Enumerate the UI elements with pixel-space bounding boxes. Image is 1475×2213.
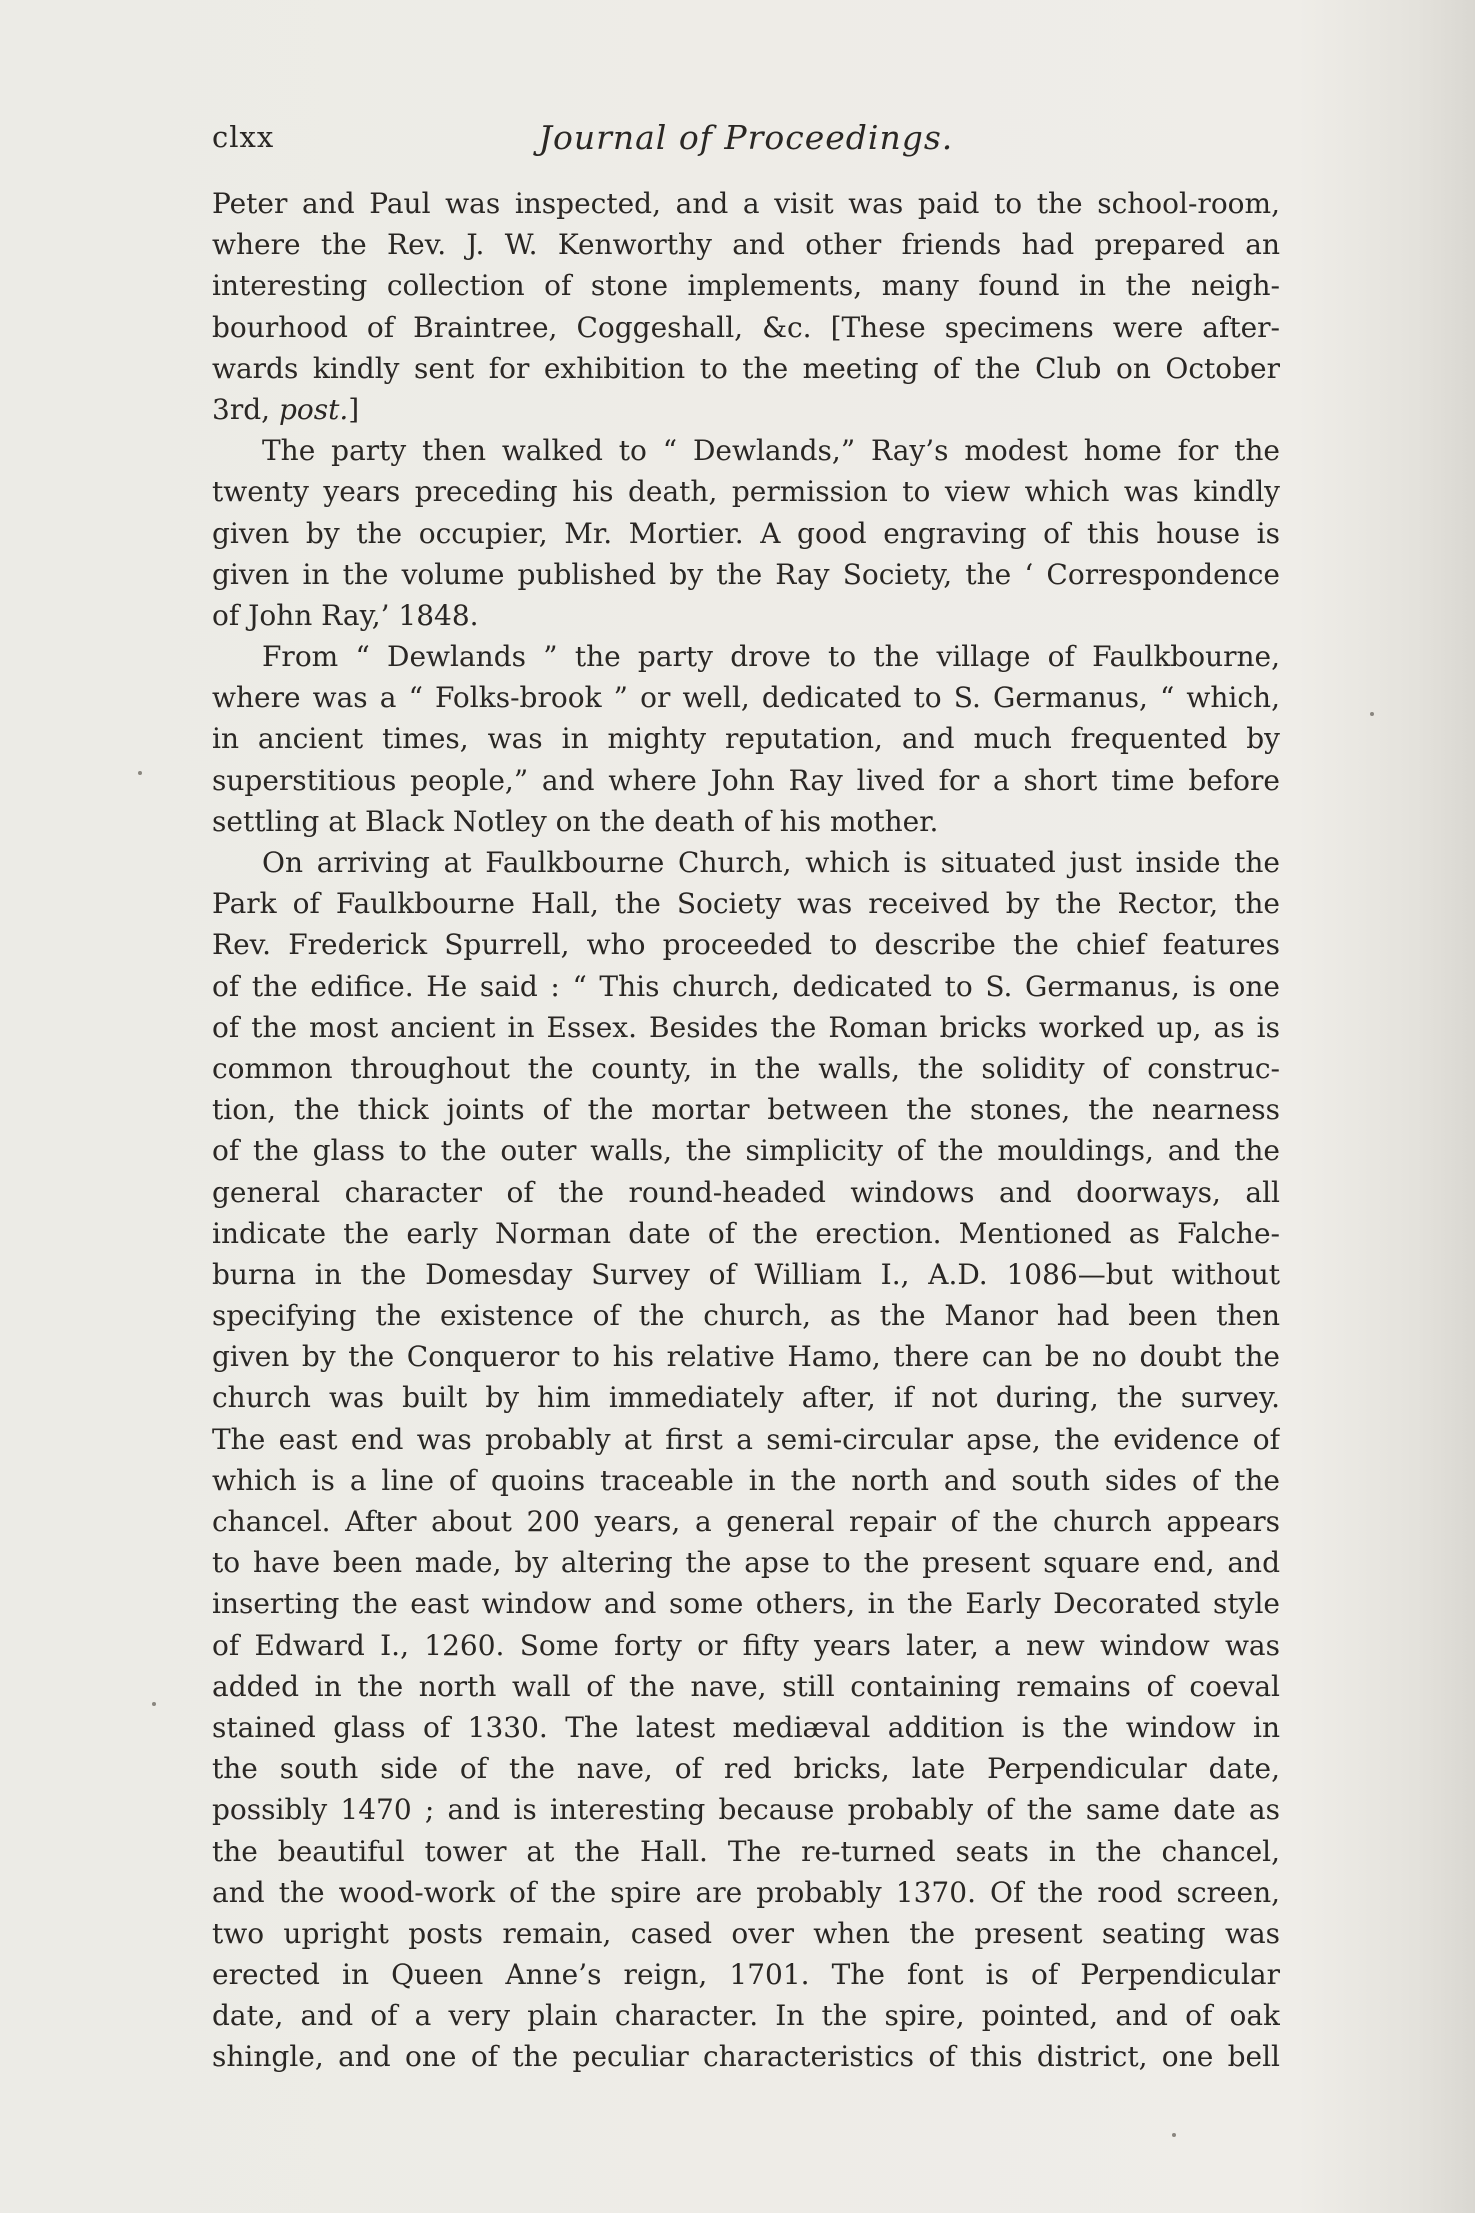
text-line: Peter and Paul was inspected, and a visit was paid to the school-room, [212, 187, 1280, 220]
text-line: erected in Queen Anne’s reign, 1701. The font is of Perpendicular [212, 1958, 1280, 1992]
text-line: to have been made, by altering the apse to the present square end, and [212, 1546, 1280, 1580]
running-title: Journal of Proceedings. [538, 118, 954, 157]
paper-speck [152, 1702, 156, 1706]
text-line: of the glass to the outer walls, the simplicity of the mouldings, and the [212, 1134, 1280, 1168]
text-line: Rev. Frederick Spurrell, who proceeded to describe the chief features [212, 928, 1280, 962]
text-line: the south side of the nave, of red bricks, late Perpendicular date, [212, 1752, 1280, 1786]
text-line: burna in the Domesday Survey of William I., A.D. 1086—but without [212, 1257, 1280, 1291]
paragraph [212, 183, 1280, 430]
text-line: of the edifice. He said : “ This church, dedicated to S. Germanus, is one [212, 969, 1280, 1003]
text-line: stained glass of 1330. The latest mediæval addition is the window in [212, 1710, 1280, 1744]
text-line: common throughout the county, in the walls, the solidity of construc- [212, 1051, 1280, 1085]
paragraph [212, 430, 1280, 636]
paper-speck [1370, 712, 1374, 716]
text-line: added in the north wall of the nave, still containing remains of coeval [212, 1669, 1280, 1703]
text-line: church was built by him immediately after, if not during, the survey. [212, 1381, 1280, 1415]
text-line: of the most ancient in Essex. Besides the Roman bricks worked up, as is [212, 1010, 1280, 1044]
text-line: From “ Dewlands ” the party drove to the village of Faulkbourne, [262, 640, 1280, 674]
page-number: clxx [212, 120, 275, 154]
text-line: On arriving at Faulkbourne Church, which is situated just inside the [262, 846, 1280, 879]
body-text [212, 183, 1280, 2078]
text-line: of John Ray,’ 1848. [212, 598, 479, 632]
text-line: where the Rev. J. W. Kenworthy and other friends had prepared an [212, 228, 1280, 262]
text-line: superstitious people,” and where John Ray lived for a short time before [212, 763, 1280, 797]
text-line: given by the occupier, Mr. Mortier. A good engraving of this house is [212, 516, 1280, 550]
text-line: The east end was probably at first a semi-circular apse, the evidence of [212, 1422, 1280, 1456]
text-line: 3rd, post.] [212, 392, 360, 426]
page-header [212, 118, 1280, 168]
text-line: tion, the thick joints of the mortar between the stones, the nearness [212, 1093, 1280, 1127]
text-line: bourhood of Braintree, Coggeshall, &c. [These specimens were after- [212, 310, 1280, 344]
text-line: indicate the early Norman date of the erection. Mentioned as Falche- [212, 1216, 1280, 1250]
text-line: given in the volume published by the Ray Society, the ‘ Correspondence [212, 557, 1280, 591]
paper-speck [1172, 2133, 1176, 2137]
text-line: the beautiful tower at the Hall. The re-turned seats in the chancel, [212, 1834, 1280, 1868]
paragraph [212, 636, 1280, 842]
text-line: given by the Conqueror to his relative Hamo, there can be no doubt the [212, 1340, 1280, 1374]
text-line: of Edward I., 1260. Some forty or fifty years later, a new window was [212, 1628, 1280, 1662]
text-line: and the wood-work of the spire are probably 1370. Of the rood screen, [212, 1875, 1280, 1909]
text-line: specifying the existence of the church, as the Manor had been then [212, 1299, 1280, 1333]
text-line: where was a “ Folks-brook ” or well, dedicated to S. Germanus, “ which, [212, 681, 1280, 715]
paper-speck [138, 771, 142, 775]
paragraph [212, 842, 1280, 2078]
text-line: in ancient times, was in mighty reputation, and much frequented by [212, 722, 1280, 756]
text-line: possibly 1470 ; and is interesting because probably of the same date as [212, 1793, 1280, 1827]
text-line: wards kindly sent for exhibition to the meeting of the Club on October [212, 351, 1280, 385]
text-line: general character of the round-headed windows and doorways, all [212, 1175, 1280, 1209]
text-line: settling at Black Notley on the death of his mother. [212, 804, 939, 838]
text-line: shingle, and one of the peculiar characteristics of this district, one bell [212, 2040, 1280, 2074]
text-line: interesting collection of stone implements, many found in the neigh- [212, 269, 1280, 303]
text-line: two upright posts remain, cased over when the present seating was [212, 1916, 1280, 1950]
text-line: which is a line of quoins traceable in the north and south sides of the [212, 1463, 1280, 1497]
text-line: The party then walked to “ Dewlands,” Ray’s modest home for the [262, 434, 1280, 468]
text-line: twenty years preceding his death, permission to view which was kindly [212, 475, 1280, 509]
text-line: inserting the east window and some others, in the Early Decorated style [212, 1587, 1280, 1621]
text-line: Park of Faulkbourne Hall, the Society was received by the Rector, the [212, 887, 1280, 921]
text-line: date, and of a very plain character. In the spire, pointed, and of oak [212, 1999, 1280, 2033]
text-line: chancel. After about 200 years, a general repair of the church appears [212, 1505, 1280, 1538]
